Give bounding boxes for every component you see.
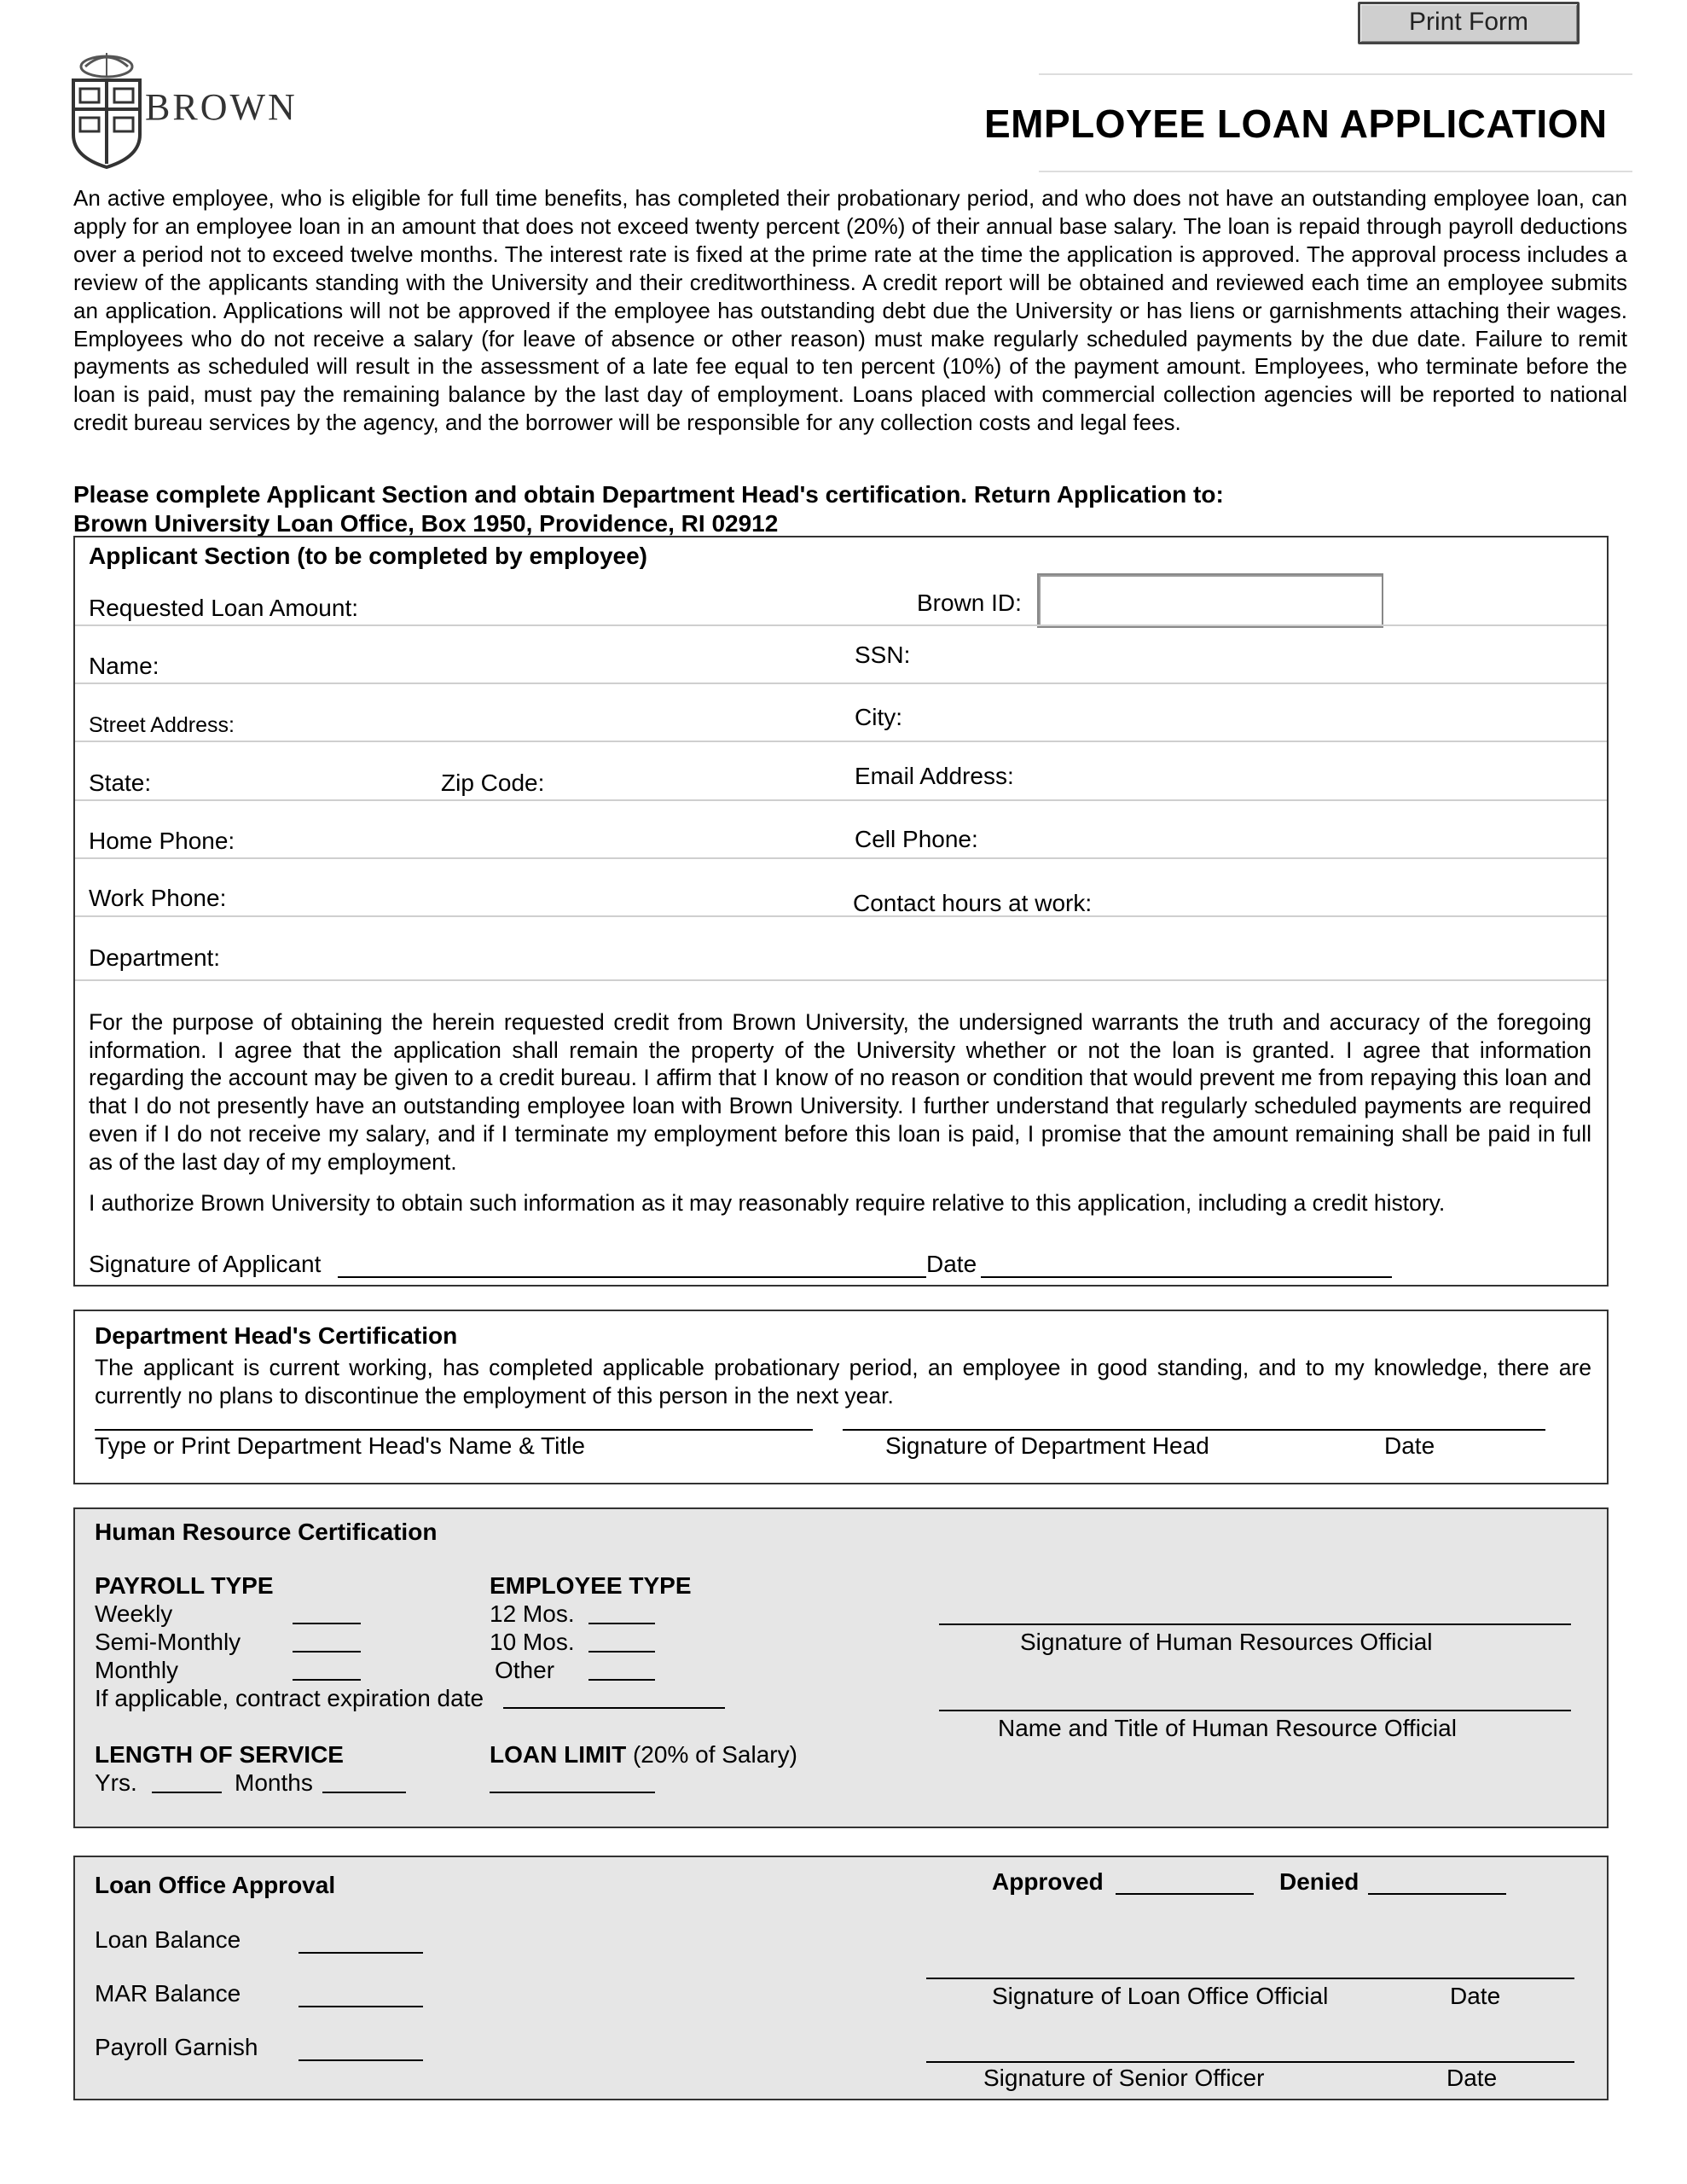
senior-officer-signature-label: Signature of Senior Officer	[983, 2065, 1265, 2091]
email-address-label: Email Address:	[855, 763, 1014, 789]
ssn-label: SSN:	[855, 642, 911, 668]
brown-id-label: Brown ID:	[917, 590, 1022, 616]
work-phone-label: Work Phone:	[89, 885, 227, 911]
loan-balance-label: Loan Balance	[95, 1926, 241, 1953]
12-mos-blank[interactable]	[588, 1623, 655, 1624]
loan-official-signature-label: Signature of Loan Office Official	[992, 1983, 1329, 2009]
senior-officer-signature-line[interactable]	[926, 2061, 1574, 2063]
loan-balance-blank[interactable]	[299, 1952, 423, 1954]
header-rule	[1039, 73, 1632, 75]
other-blank[interactable]	[588, 1679, 655, 1681]
row-divider	[75, 624, 1607, 626]
yrs-label: Yrs.	[95, 1769, 137, 1796]
page-title: EMPLOYEE LOAN APPLICATION	[984, 102, 1608, 146]
monthly-blank[interactable]	[293, 1679, 361, 1681]
dept-head-name-line[interactable]	[95, 1429, 813, 1431]
row-divider	[75, 979, 1607, 981]
street-address-label: Street Address:	[89, 713, 235, 737]
applicant-signature-line[interactable]	[338, 1276, 926, 1278]
contract-expiration-blank[interactable]	[503, 1707, 725, 1709]
dept-head-text: The applicant is current working, has completed applicable probationary period, an employee in good standing, and to my knowledge, there are currently no plans to discontinue the employment of this person in the next year.	[95, 1355, 1591, 1409]
10-mos-blank[interactable]	[588, 1651, 655, 1653]
applicant-date-line[interactable]	[981, 1276, 1392, 1278]
loan-limit-heading	[490, 1741, 797, 1769]
print-form-button[interactable]: Print Form	[1358, 2, 1580, 44]
loan-official-date-label: Date	[1450, 1983, 1501, 2009]
weekly-blank[interactable]	[293, 1623, 361, 1624]
loan-limit-blank[interactable]	[490, 1792, 655, 1793]
zip-code-label: Zip Code:	[441, 770, 545, 796]
return-instructions	[73, 480, 1224, 538]
approved-blank[interactable]	[1116, 1893, 1254, 1895]
loan-limit-note: (20% of Salary)	[632, 1741, 797, 1768]
hr-heading: Human Resource Certification	[95, 1519, 438, 1545]
city-label: City:	[855, 704, 902, 730]
applicant-signature-label: Signature of Applicant	[89, 1251, 322, 1277]
dept-head-signature-label: Signature of Department Head	[885, 1432, 1209, 1459]
mar-balance-blank[interactable]	[299, 2006, 423, 2007]
instructions-line-1: Please complete Applicant Section and obtain Department Head's certification. Return Application to:	[73, 481, 1224, 508]
brown-shield-icon	[68, 49, 145, 169]
intro-paragraph: An active employee, who is eligible for full time benefits, has completed their probationary period, and who does not have an outstanding employee loan, can apply for an employee loan in an amount that does not exceed twenty percent (20%) of their annual base salary. The loan is repaid through payroll deductions over a period not to exceed twelve months. The interest rate is fixed at the prime rate at the time the application is approved. The approval process includes a review of the applicants standing with the University and their creditworthiness. A credit report will be obtained and reviewed each time an employee submits an application. Applications will not be approved if the employee has outstanding debt due the University or has liens or garnishments attaching their wages. Employees who do not receive a salary (for leave of absence or other reason) must make regularly scheduled payments by the due date. Failure to remit payments as scheduled will result in the assessment of a late fee equal to ten percent (10%) of the payment amount. Employees, who terminate before the loan is paid, must pay the remaining balance by the last day of employment. Loans placed with commercial collection agencies will be reported to national credit bureau services by the agency, and the borrower will be responsible for any collection costs and legal fees.	[73, 185, 1627, 436]
hr-official-signature-line[interactable]	[939, 1623, 1571, 1625]
agreement-paragraph: For the purpose of obtaining the herein requested credit from Brown University, the undersigned warrants the truth and accuracy of the foregoing information. I agree that the application shall remain the property of the University whether or not the loan is granted. I agree that information regarding the account may be given to a credit bureau. I affirm that I know of no reason or condition that would prevent me from repaying this loan and that I do not presently have an outstanding employee loan with Brown University. I further understand that regularly scheduled payments are required even if I do not receive my salary, and if I terminate my employment before this loan is paid, I promise that the amount remaining shall be paid in full as of the last day of my employment.	[89, 1009, 1591, 1175]
semi-monthly-label: Semi-Monthly	[95, 1629, 241, 1655]
length-of-service-heading: LENGTH OF SERVICE	[95, 1741, 344, 1768]
contract-expiration-label: If applicable, contract expiration date	[95, 1685, 484, 1711]
loan-limit-label: LOAN LIMIT	[490, 1741, 627, 1768]
contact-hours-label: Contact hours at work:	[853, 890, 1093, 916]
instructions-line-2: Brown University Loan Office, Box 1950, Providence, RI 02912	[73, 510, 779, 537]
dept-head-date-label: Date	[1384, 1432, 1435, 1459]
other-label: Other	[495, 1657, 555, 1683]
row-divider	[75, 915, 1607, 917]
10-mos-label: 10 Mos.	[490, 1629, 575, 1655]
approved-label: Approved	[992, 1868, 1104, 1895]
name-label: Name:	[89, 653, 159, 679]
applicant-section-heading: Applicant Section (to be completed by employee)	[89, 543, 647, 569]
department-label: Department:	[89, 944, 221, 971]
row-divider	[75, 741, 1607, 742]
header-rule	[1039, 171, 1632, 172]
senior-officer-date-label: Date	[1446, 2065, 1498, 2091]
dept-head-signature-line[interactable]	[843, 1429, 1545, 1431]
payroll-garnish-label: Payroll Garnish	[95, 2034, 258, 2060]
months-label: Months	[235, 1769, 313, 1796]
payroll-garnish-blank[interactable]	[299, 2059, 423, 2061]
state-label: State:	[89, 770, 152, 796]
semi-monthly-blank[interactable]	[293, 1651, 361, 1653]
monthly-label: Monthly	[95, 1657, 179, 1683]
denied-label: Denied	[1279, 1868, 1359, 1895]
weekly-label: Weekly	[95, 1600, 173, 1627]
mar-balance-label: MAR Balance	[95, 1980, 241, 2007]
hr-official-signature-label: Signature of Human Resources Official	[1020, 1629, 1433, 1655]
brown-id-input[interactable]	[1037, 573, 1383, 628]
authorize-text: I authorize Brown University to obtain such information as it may reasonably require relative to this application, including a credit history.	[89, 1190, 1446, 1216]
payroll-type-heading: PAYROLL TYPE	[95, 1572, 274, 1599]
home-phone-label: Home Phone:	[89, 828, 235, 854]
row-divider	[75, 799, 1607, 801]
loan-office-heading: Loan Office Approval	[95, 1872, 336, 1898]
hr-official-name-line[interactable]	[939, 1710, 1571, 1711]
months-blank[interactable]	[322, 1792, 406, 1793]
row-divider	[75, 682, 1607, 684]
applicant-date-label: Date	[926, 1251, 977, 1277]
requested-loan-amount-label: Requested Loan Amount:	[89, 595, 359, 621]
loan-official-signature-line[interactable]	[926, 1978, 1574, 1979]
employee-type-heading: EMPLOYEE TYPE	[490, 1572, 692, 1599]
cell-phone-label: Cell Phone:	[855, 826, 978, 852]
12-mos-label: 12 Mos.	[490, 1600, 575, 1627]
hr-official-name-label: Name and Title of Human Resource Official	[998, 1715, 1457, 1741]
row-divider	[75, 857, 1607, 859]
logo-wordmark: BROWN	[145, 86, 298, 128]
dept-head-name-label: Type or Print Department Head's Name & Title	[95, 1432, 585, 1459]
yrs-blank[interactable]	[152, 1792, 222, 1793]
dept-head-heading: Department Head's Certification	[95, 1322, 458, 1349]
denied-blank[interactable]	[1368, 1893, 1506, 1895]
